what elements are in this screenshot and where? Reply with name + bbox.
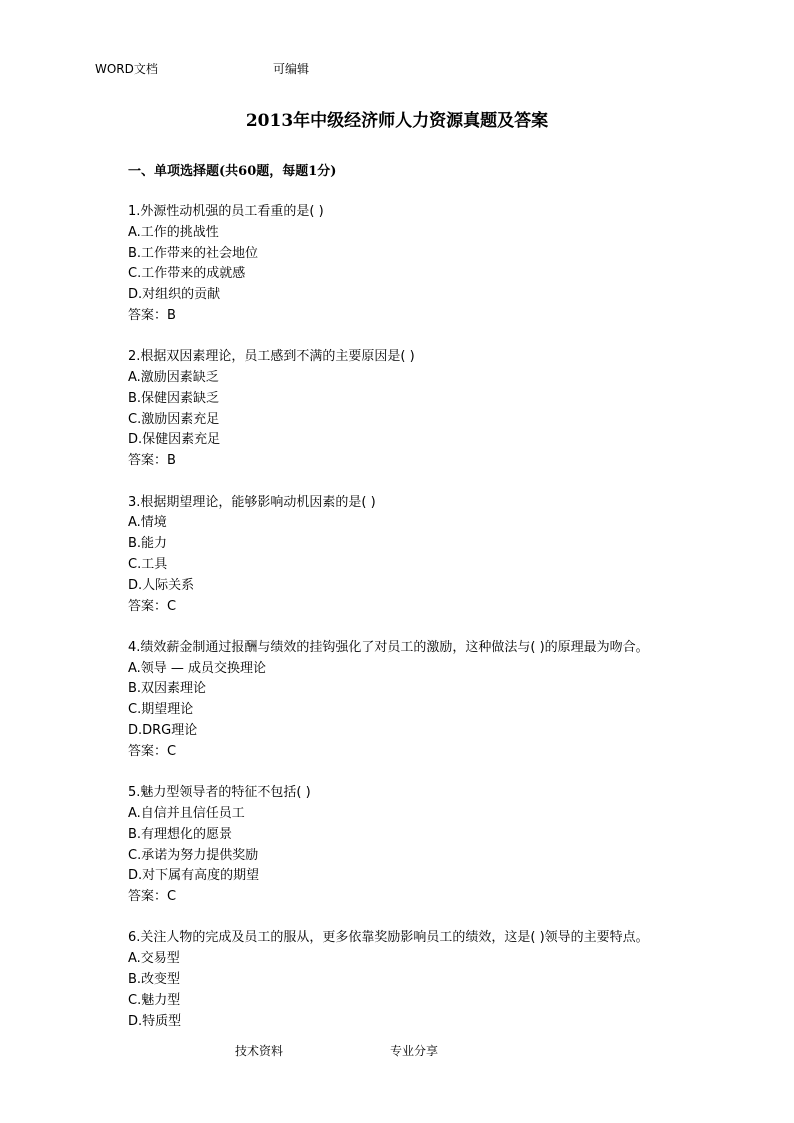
option-c: C.工作带来的成就感 — [128, 266, 246, 282]
question-stem: 1.外源性动机强的员工看重的是( ) — [128, 204, 324, 219]
option-a: A.领导 — 成员交换理论 — [128, 660, 267, 676]
option-b: B.能力 — [128, 536, 168, 552]
option-b: B.双因素理论 — [128, 681, 207, 697]
option-d: D.特质型 — [128, 1013, 182, 1029]
option-d: D.对组织的贡献 — [128, 287, 221, 303]
footer-right-text: 专业分享 — [390, 1044, 439, 1058]
option-c: C.工具 — [128, 556, 168, 572]
question-item — [128, 783, 728, 908]
section-heading: 一、单项选择题(共60题，每题1分) — [128, 164, 337, 179]
header-right-text: 可编辑 — [273, 62, 310, 76]
option-a: A.交易型 — [128, 951, 180, 967]
question-stem: 6.关注人物的完成及员工的服从，更多依靠奖励影响员工的绩效，这是( )领导的主要特点。 — [128, 930, 649, 946]
option-d: D.保健因素充足 — [128, 432, 221, 448]
page-title: 2013年中级经济师人力资源真题及答案 — [245, 111, 549, 131]
answer-line: 答案：B — [128, 453, 176, 469]
answer-line: 答案：B — [128, 307, 176, 323]
option-d: D.对下属有高度的期望 — [128, 868, 260, 884]
option-b: B.保健因素缺乏 — [128, 390, 220, 406]
answer-line: 答案：C — [128, 598, 177, 614]
option-c: C.激励因素充足 — [128, 411, 220, 427]
question-item — [128, 638, 728, 763]
question-stem: 4.绩效薪金制通过报酬与绩效的挂钩强化了对员工的激励，这种做法与( )的原理最为吻合。 — [128, 639, 649, 655]
question-item — [128, 347, 728, 472]
footer-left-text: 技术资料 — [235, 1044, 284, 1058]
option-c: C.承诺为努力提供奖励 — [128, 847, 259, 863]
question-stem: 5.魅力型领导者的特征不包括( ) — [128, 785, 311, 801]
option-b: B.有理想化的愿景 — [128, 826, 233, 842]
question-stem: 3.根据期望理论，能够影响动机因素的是( ) — [128, 494, 376, 510]
option-c: C.期望理论 — [128, 702, 194, 718]
option-c: C.魅力型 — [128, 992, 181, 1008]
answer-line: 答案：C — [128, 743, 177, 759]
option-a: A.工作的挑战性 — [128, 224, 219, 240]
option-d: D.DRG理论 — [128, 723, 198, 739]
question-stem: 2.根据双因素理论，员工感到不满的主要原因是( ) — [128, 349, 415, 365]
header-left-text: WORD文档 — [95, 62, 158, 76]
option-b: B.改变型 — [128, 972, 181, 987]
question-item — [128, 202, 728, 327]
question-item — [128, 928, 728, 1032]
option-a: A.激励因素缺乏 — [128, 370, 219, 386]
option-d: D.人际关系 — [128, 577, 195, 593]
option-a: A.情境 — [128, 515, 167, 531]
question-list — [128, 202, 728, 1053]
answer-line: 答案：C — [128, 889, 177, 905]
option-a: A.自信并且信任员工 — [128, 805, 245, 821]
question-item — [128, 493, 728, 618]
option-b: B.工作带来的社会地位 — [128, 245, 259, 261]
